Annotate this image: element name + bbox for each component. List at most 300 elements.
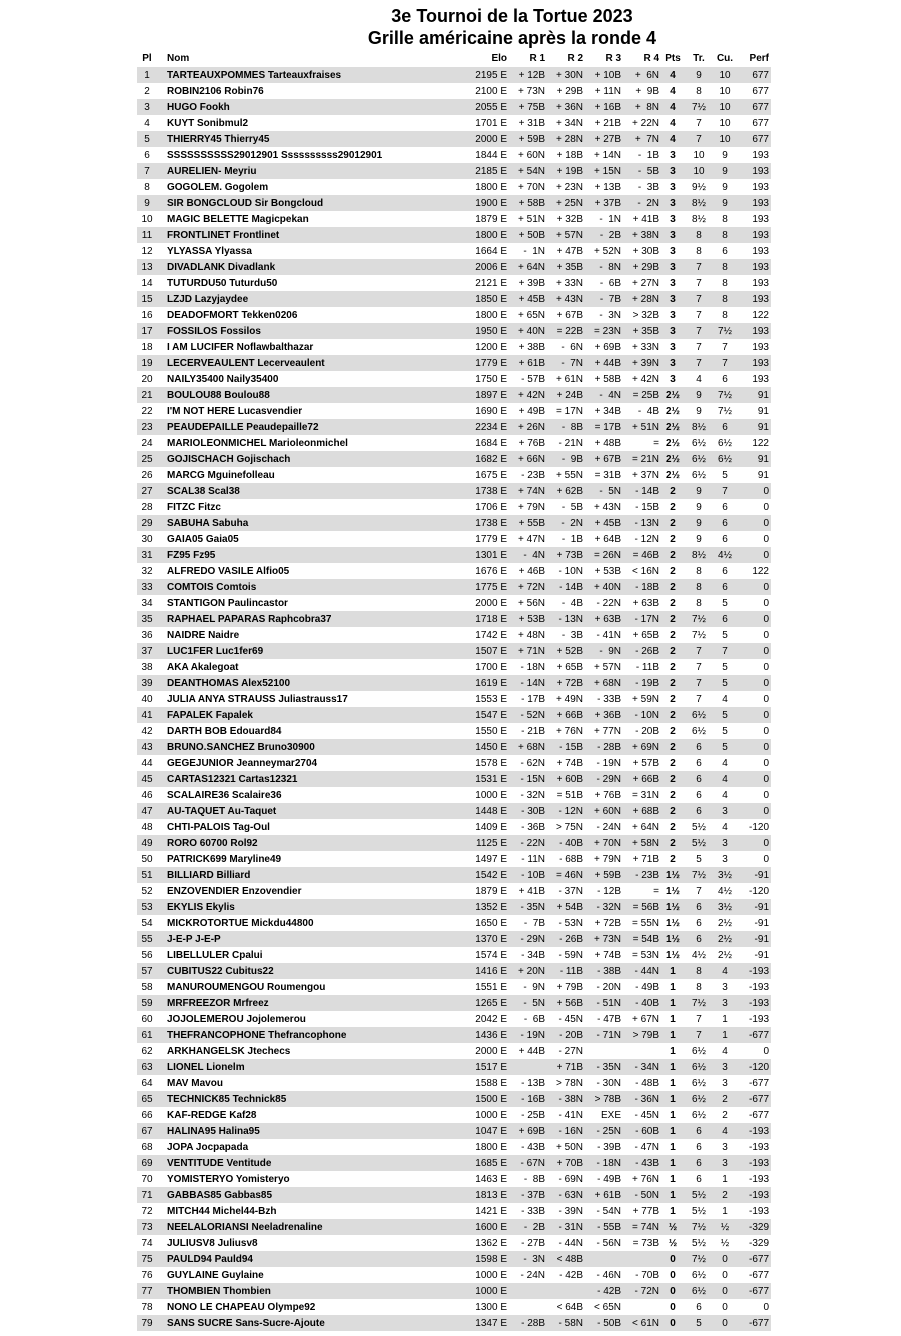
points-cell: ½: [659, 1219, 687, 1235]
elo-cell: 1800 E: [475, 1141, 507, 1153]
place-cell: 27: [137, 483, 157, 499]
round-1-result-cell: + 12B: [507, 67, 545, 83]
round-1-result-cell: - 35N: [507, 899, 545, 915]
place-cell: 16: [141, 309, 153, 321]
points-cell: 2: [670, 757, 676, 769]
col-header-tiebreak: Tr.: [693, 53, 705, 64]
round-2-result-cell: - 14B: [545, 579, 583, 595]
round-3-result-cell: + 34B: [594, 405, 621, 417]
performance-cell: 677: [739, 67, 771, 83]
elo-cell: 1125 E: [463, 835, 507, 851]
round-2-result-cell: + 25N: [545, 195, 583, 211]
table-row: [137, 259, 771, 275]
elo-cell: 1779 E: [463, 355, 507, 371]
round-4-result-cell: + 8N: [621, 99, 659, 115]
place-cell: 54: [141, 917, 153, 929]
table-row: [137, 787, 771, 803]
performance-cell: 0: [739, 803, 771, 819]
cumulative-cell: ½: [720, 1237, 730, 1249]
round-4-result-cell: = 21N: [621, 451, 659, 467]
round-1-result-cell: + 55B: [507, 515, 545, 531]
elo-cell: 1750 E: [475, 373, 507, 385]
tiebreak-cell: 6½: [687, 1059, 711, 1075]
performance-cell: -91: [739, 931, 771, 947]
place-cell: 5: [137, 131, 157, 147]
points-cell: 2: [659, 835, 687, 851]
round-4-result-cell: - 12N: [634, 533, 659, 545]
place-cell: 26: [141, 469, 153, 481]
place-cell: 58: [141, 981, 153, 993]
points-cell: 3: [670, 213, 676, 225]
cumulative-cell: 4: [711, 1123, 739, 1139]
round-4-result-cell: > 79B: [621, 1027, 659, 1043]
elo-cell: 1000 E: [475, 1109, 507, 1121]
elo-cell: 1200 E: [475, 341, 507, 353]
table-row: [137, 1315, 771, 1331]
round-2-result-cell: - 20B: [545, 1027, 583, 1043]
round-4-result-cell: = 53N: [632, 949, 659, 961]
round-3-result-cell: + 27B: [583, 131, 621, 147]
table-row: [137, 131, 771, 147]
cumulative-cell: 10: [711, 67, 739, 83]
round-2-result-cell: + 74B: [556, 757, 583, 769]
round-4-result-cell: [621, 1299, 659, 1315]
table-row: [137, 163, 771, 179]
points-cell: 2: [670, 501, 676, 513]
round-3-result-cell: + 64B: [594, 533, 621, 545]
round-2-result-cell: + 49N: [556, 693, 583, 705]
cumulative-cell: 3½: [711, 867, 739, 883]
round-1-result-cell: + 42N: [507, 387, 545, 403]
player-name-cell: THOMBIEN Thombien: [157, 1283, 463, 1299]
player-name-cell: PATRICK699 Maryline49: [167, 853, 282, 865]
round-1-result-cell: - 29N: [507, 931, 545, 947]
player-name-cell: NAIDRE Naidre: [167, 629, 240, 641]
player-name-cell: YOMISTERYO Yomisteryo: [167, 1173, 290, 1185]
player-name-cell: SSSSSSSSSS29012901 Ssssssssss29012901: [167, 149, 383, 161]
player-name-cell: MARIOLEONMICHEL Marioleonmichel: [167, 437, 348, 449]
round-1-result-cell: + 58B: [507, 195, 545, 211]
round-3-result-cell: + 10B: [583, 67, 621, 83]
standings-table: [137, 50, 771, 1331]
cumulative-cell: 3: [711, 835, 739, 851]
performance-cell: 193: [752, 149, 769, 161]
table-row: [137, 1027, 771, 1043]
elo-cell: 2195 E: [463, 67, 507, 83]
table-row: [137, 339, 771, 355]
round-1-result-cell: + 53B: [507, 611, 545, 627]
performance-cell: 193: [739, 163, 771, 179]
round-2-result-cell: - 58N: [545, 1315, 583, 1331]
points-cell: 2½: [659, 387, 687, 403]
round-3-result-cell: - 29N: [583, 771, 621, 787]
cumulative-cell: 3: [722, 1077, 728, 1089]
place-cell: 56: [141, 949, 153, 961]
round-3-result-cell: = 17B: [583, 419, 621, 435]
cumulative-cell: 2: [711, 1187, 739, 1203]
tiebreak-cell: 7½: [692, 629, 706, 641]
table-row: [137, 515, 771, 531]
cumulative-cell: 4½: [711, 547, 739, 563]
tiebreak-cell: 6: [687, 803, 711, 819]
performance-cell: -91: [739, 867, 771, 883]
tiebreak-cell: 5½: [687, 835, 711, 851]
round-4-result-cell: + 35B: [621, 323, 659, 339]
round-4-result-cell: + 71B: [632, 853, 659, 865]
round-4-result-cell: + 58N: [621, 835, 659, 851]
round-2-result-cell: - 4B: [561, 597, 583, 609]
elo-cell: 1800 E: [463, 227, 507, 243]
round-3-result-cell: - 33B: [597, 693, 621, 705]
player-name-cell: MARCG Mguinefolleau: [167, 469, 275, 481]
round-3-result-cell: - 1N: [599, 213, 621, 225]
performance-cell: -193: [748, 1173, 769, 1185]
cumulative-cell: 6½: [718, 437, 732, 449]
round-4-result-cell: - 11B: [635, 661, 659, 673]
place-cell: 68: [141, 1141, 153, 1153]
cumulative-cell: 5: [711, 739, 739, 755]
player-name-cell: SABUHA Sabuha: [157, 515, 463, 531]
place-cell: 44: [141, 757, 153, 769]
player-name-cell: GAIA05 Gaia05: [167, 533, 239, 545]
tiebreak-cell: 7: [687, 291, 711, 307]
tiebreak-cell: 5: [696, 853, 702, 865]
round-2-result-cell: [545, 1283, 583, 1299]
round-3-result-cell: - 25N: [583, 1123, 621, 1139]
points-cell: ½: [668, 1237, 678, 1249]
place-cell: 32: [141, 565, 153, 577]
round-1-result-cell: - 67N: [507, 1155, 545, 1171]
points-cell: 2: [659, 611, 687, 627]
place-cell: 47: [137, 803, 157, 819]
performance-cell: 91: [757, 405, 769, 417]
elo-cell: 1738 E: [463, 483, 507, 499]
round-2-result-cell: + 60B: [545, 771, 583, 787]
place-cell: 42: [141, 725, 153, 737]
col-header-round-1: R 1: [529, 53, 545, 64]
cumulative-cell: 0: [722, 1269, 728, 1281]
performance-cell: 0: [739, 547, 771, 563]
place-cell: 73: [137, 1219, 157, 1235]
cumulative-cell: 10: [711, 131, 739, 147]
round-2-result-cell: - 7N: [545, 355, 583, 371]
table-row: [137, 451, 771, 467]
tiebreak-cell: 7½: [687, 995, 711, 1011]
round-2-result-cell: + 61N: [556, 373, 583, 385]
table-row: [137, 307, 771, 323]
round-4-result-cell: - 20B: [635, 725, 659, 737]
round-2-result-cell: - 42B: [559, 1269, 583, 1281]
round-2-result-cell: + 30N: [545, 67, 583, 83]
player-name-cell: MITCH44 Michel44-Bzh: [167, 1205, 277, 1217]
round-1-result-cell: + 39B: [518, 277, 545, 289]
place-cell: 22: [141, 405, 153, 417]
player-name-cell: BILLIARD Billiard: [157, 867, 463, 883]
place-cell: 57: [137, 963, 157, 979]
cumulative-cell: 0: [722, 1301, 728, 1313]
place-cell: 15: [137, 291, 157, 307]
tiebreak-cell: 6: [687, 1123, 711, 1139]
round-2-result-cell: - 21N: [558, 437, 583, 449]
round-3-result-cell: - 71N: [583, 1027, 621, 1043]
round-1-result-cell: - 15N: [507, 771, 545, 787]
elo-cell: 1000 E: [475, 1269, 507, 1281]
player-name-cell: SCALAIRE36 Scalaire36: [167, 789, 282, 801]
place-cell: 37: [137, 643, 157, 659]
col-header-elo: Elo: [491, 53, 507, 64]
place-cell: 55: [137, 931, 157, 947]
place-cell: 51: [137, 867, 157, 883]
performance-cell: 0: [763, 789, 769, 801]
player-name-cell: NAILY35400 Naily35400: [167, 373, 279, 385]
table-row: [137, 1043, 771, 1059]
points-cell: 3: [659, 163, 687, 179]
player-name-cell: ARKHANGELSK Jtechecs: [167, 1045, 291, 1057]
points-cell: 2: [670, 629, 676, 641]
tiebreak-cell: 8: [687, 579, 711, 595]
points-cell: 1: [670, 981, 676, 993]
round-1-result-cell: + 44B: [518, 1045, 545, 1057]
round-4-result-cell: - 2N: [621, 195, 659, 211]
place-cell: 50: [141, 853, 153, 865]
round-1-result-cell: - 33B: [521, 1205, 545, 1217]
cumulative-cell: 1: [722, 1173, 728, 1185]
place-cell: 31: [137, 547, 157, 563]
round-4-result-cell: - 26B: [621, 643, 659, 659]
elo-cell: 1598 E: [463, 1251, 507, 1267]
points-cell: 2: [670, 597, 676, 609]
points-cell: 1: [659, 1123, 687, 1139]
round-3-result-cell: + 67B: [583, 451, 621, 467]
round-1-result-cell: - 30B: [507, 803, 545, 819]
round-2-result-cell: + 18B: [556, 149, 583, 161]
round-1-result-cell: - 5N: [507, 995, 545, 1011]
round-1-result-cell: + 73N: [518, 85, 545, 97]
cumulative-cell: 3: [722, 1141, 728, 1153]
table-row: [137, 931, 771, 947]
tiebreak-cell: 4½: [692, 949, 706, 961]
place-cell: 46: [141, 789, 153, 801]
cumulative-cell: 9: [711, 195, 739, 211]
performance-cell: -677: [748, 1269, 769, 1281]
performance-cell: -329: [748, 1237, 769, 1249]
round-3-result-cell: - 28B: [583, 739, 621, 755]
points-cell: 1: [659, 1155, 687, 1171]
performance-cell: 0: [739, 515, 771, 531]
points-cell: 2: [670, 693, 676, 705]
player-name-cell: ROBIN2106 Robin76: [167, 85, 264, 97]
performance-cell: 677: [752, 85, 769, 97]
round-3-result-cell: + 11N: [594, 85, 621, 97]
round-1-result-cell: + 41B: [518, 885, 545, 897]
table-row: [137, 947, 771, 963]
round-1-result-cell: + 50B: [507, 227, 545, 243]
performance-cell: -677: [739, 1283, 771, 1299]
points-cell: 1½: [666, 949, 680, 961]
document-subtitle: Grille américaine après la ronde 4: [367, 28, 657, 48]
round-2-result-cell: + 72B: [545, 675, 583, 691]
elo-cell: 2100 E: [475, 85, 507, 97]
points-cell: 3: [670, 245, 676, 257]
round-3-result-cell: = 26N: [583, 547, 621, 563]
elo-cell: 1738 E: [463, 515, 507, 531]
round-2-result-cell: - 37N: [558, 885, 583, 897]
round-3-result-cell: - 6B: [599, 277, 621, 289]
round-3-result-cell: - 41N: [596, 629, 621, 641]
player-name-cell: PEAUDEPAILLE Peaudepaille72: [157, 419, 463, 435]
tiebreak-cell: 7: [696, 693, 702, 705]
performance-cell: 0: [763, 725, 769, 737]
round-1-result-cell: - 27B: [521, 1237, 545, 1249]
tiebreak-cell: 6: [687, 931, 711, 947]
round-2-result-cell: + 24B: [545, 387, 583, 403]
place-cell: 63: [137, 1059, 157, 1075]
round-1-result-cell: + 54N: [507, 163, 545, 179]
tiebreak-cell: 6: [696, 917, 702, 929]
round-1-result-cell: + 75B: [507, 99, 545, 115]
round-2-result-cell: - 9B: [545, 451, 583, 467]
place-cell: 78: [141, 1301, 153, 1313]
performance-cell: -120: [739, 1059, 771, 1075]
performance-cell: 0: [739, 483, 771, 499]
round-4-result-cell: = 56B: [621, 899, 659, 915]
round-2-result-cell: = 17N: [556, 405, 583, 417]
tiebreak-cell: 7½: [687, 611, 711, 627]
player-name-cell: GUYLAINE Guylaine: [167, 1269, 264, 1281]
elo-cell: 1742 E: [475, 629, 507, 641]
cumulative-cell: 3: [711, 995, 739, 1011]
cumulative-cell: 6½: [711, 451, 739, 467]
round-4-result-cell: > 32B: [632, 309, 659, 321]
round-2-result-cell: + 76N: [556, 725, 583, 737]
tiebreak-cell: 6: [696, 1301, 702, 1313]
round-3-result-cell: + 37B: [583, 195, 621, 211]
table-row: [137, 99, 771, 115]
round-4-result-cell: + 9B: [635, 85, 659, 97]
points-cell: 4: [670, 85, 676, 97]
place-cell: 10: [141, 213, 153, 225]
place-cell: 66: [141, 1109, 153, 1121]
col-header-cumulative: Cu.: [716, 53, 734, 64]
round-1-result-cell: - 16B: [507, 1091, 545, 1107]
performance-cell: 122: [752, 565, 769, 577]
round-2-result-cell: + 67B: [556, 309, 583, 321]
performance-cell: -193: [739, 963, 771, 979]
cumulative-cell: 10: [719, 117, 731, 129]
performance-cell: 0: [763, 1301, 769, 1313]
col-header-performance: Perf: [749, 53, 769, 64]
cumulative-cell: ½: [711, 1219, 739, 1235]
tiebreak-cell: 6½: [692, 437, 706, 449]
round-1-result-cell: - 1N: [523, 245, 545, 257]
tiebreak-cell: 6½: [687, 1091, 711, 1107]
place-cell: 20: [141, 373, 153, 385]
cumulative-cell: 7: [711, 355, 739, 371]
round-4-result-cell: - 1B: [637, 149, 659, 161]
place-cell: 39: [137, 675, 157, 691]
tiebreak-cell: 6: [687, 739, 711, 755]
table-row: [137, 771, 771, 787]
round-3-result-cell: + 69B: [594, 341, 621, 353]
player-name-cell: MANUROUMENGOU Roumengou: [167, 981, 326, 993]
player-name-cell: MICKROTORTUE Mickdu44800: [167, 917, 314, 929]
points-cell: 2½: [666, 405, 680, 417]
tiebreak-cell: 10: [693, 149, 705, 161]
tiebreak-cell: 5½: [692, 1237, 706, 1249]
elo-cell: 1800 E: [475, 181, 507, 193]
tiebreak-cell: 7½: [687, 1219, 711, 1235]
round-2-result-cell: + 79B: [556, 981, 583, 993]
player-name-cell: COMTOIS Comtois: [157, 579, 463, 595]
player-name-cell: KAF-REDGE Kaf28: [167, 1109, 257, 1121]
tiebreak-cell: 7: [696, 341, 702, 353]
performance-cell: 677: [739, 99, 771, 115]
elo-cell: 1619 E: [463, 675, 507, 691]
points-cell: 2: [670, 821, 676, 833]
round-1-result-cell: + 56N: [518, 597, 545, 609]
tiebreak-cell: 6: [696, 1173, 702, 1185]
performance-cell: 193: [752, 373, 769, 385]
round-1-result-cell: + 51N: [518, 213, 545, 225]
points-cell: 2: [659, 643, 687, 659]
place-cell: 36: [141, 629, 153, 641]
table-row: [137, 691, 771, 707]
cumulative-cell: 4: [722, 789, 728, 801]
place-cell: 62: [141, 1045, 153, 1057]
player-name-cell: GABBAS85 Gabbas85: [157, 1187, 463, 1203]
player-name-cell: KUYT Sonibmul2: [167, 117, 249, 129]
round-3-result-cell: [583, 1251, 621, 1267]
round-4-result-cell: + 69N: [621, 739, 659, 755]
elo-cell: 1685 E: [463, 1155, 507, 1171]
elo-cell: 1517 E: [463, 1059, 507, 1075]
round-1-result-cell: + 46B: [518, 565, 545, 577]
points-cell: 1: [659, 1187, 687, 1203]
elo-cell: 1370 E: [463, 931, 507, 947]
round-4-result-cell: + 30B: [632, 245, 659, 257]
round-2-result-cell: - 31N: [545, 1219, 583, 1235]
player-name-cell: AU-TAQUET Au-Taquet: [157, 803, 463, 819]
round-3-result-cell: + 52N: [594, 245, 621, 257]
round-3-result-cell: - 24N: [596, 821, 621, 833]
points-cell: 2: [659, 483, 687, 499]
tiebreak-cell: 8: [696, 597, 702, 609]
round-4-result-cell: =: [653, 885, 659, 897]
place-cell: 13: [137, 259, 157, 275]
tiebreak-cell: 7: [696, 885, 702, 897]
round-2-result-cell: < 48B: [545, 1251, 583, 1267]
elo-cell: 1950 E: [463, 323, 507, 339]
points-cell: 1½: [666, 885, 680, 897]
round-3-result-cell: - 20N: [596, 981, 621, 993]
place-cell: 43: [137, 739, 157, 755]
round-3-result-cell: - 42B: [583, 1283, 621, 1299]
round-1-result-cell: - 17B: [521, 693, 545, 705]
elo-cell: 1718 E: [463, 611, 507, 627]
round-3-result-cell: + 43N: [594, 501, 621, 513]
elo-cell: 2121 E: [475, 277, 507, 289]
table-row: [137, 899, 771, 915]
points-cell: 2: [670, 661, 676, 673]
elo-cell: 1850 E: [463, 291, 507, 307]
round-2-result-cell: - 8B: [545, 419, 583, 435]
round-2-result-cell: - 2N: [545, 515, 583, 531]
tiebreak-cell: 9½: [692, 181, 706, 193]
cumulative-cell: 3: [722, 853, 728, 865]
tiebreak-cell: 7: [687, 131, 711, 147]
elo-cell: 1301 E: [463, 547, 507, 563]
tiebreak-cell: 6: [687, 771, 711, 787]
